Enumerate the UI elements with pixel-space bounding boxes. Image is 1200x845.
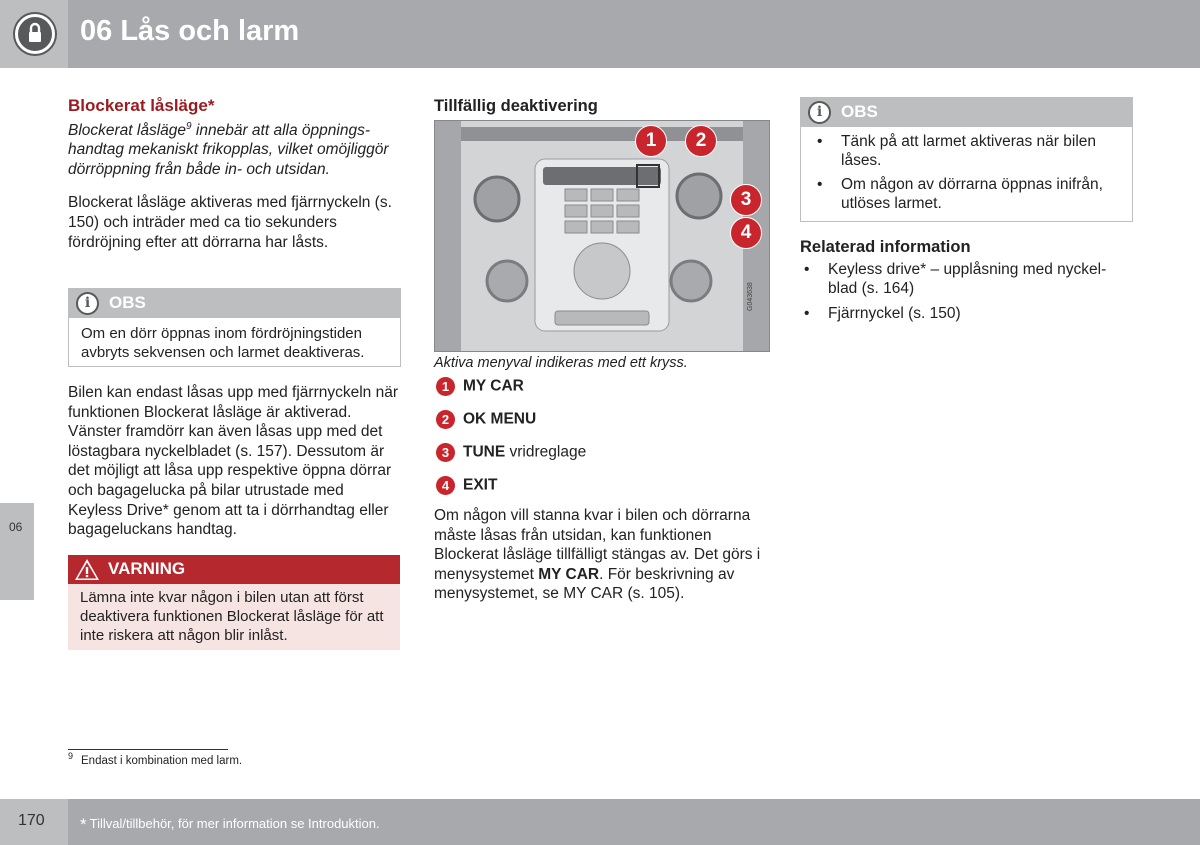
obs-title: OBS: [841, 102, 878, 121]
obs-list-item: • Om någon av dörrarna öppnas inifrån, utlöses larmet.: [813, 175, 1120, 213]
page-title: 06 Lås och larm: [80, 15, 300, 47]
footnote-rule: [68, 749, 228, 750]
list-item: [436, 377, 524, 396]
obs-text: Om en dörr öppnas inom fördröjningstiden avbryts sekvensen och larmet deaktiveras.: [81, 325, 365, 361]
chapter-tab: [0, 503, 34, 600]
section-heading: Blockerat låsläge*: [68, 96, 215, 115]
callout-3: 3: [730, 184, 762, 216]
related-heading: Relaterad information: [800, 238, 971, 256]
paragraph-temporary: [434, 506, 768, 604]
intro-rest: innebär att alla öppningshandtag mekaniskt frikopplas, vilket omöjliggör dörröppning från både in- och utsidan.: [68, 121, 389, 178]
list-item: [436, 410, 536, 429]
paragraph-unlock: Bilen kan endast låsas upp med fjärrnyckeln när funktionen Blockerat låsläge är aktiverad. Vänster framdörr kan även låsas upp med det löstagbara nyckelbladet (s. 157). Dessutom är det möjligt att låsa upp respektive öppna dörrar och bagagelucka på bilar utrustade med Keyless Drive* genom att ta i dörrhandtag eller bagageluckans handtag.: [68, 384, 398, 539]
page-number: 170: [18, 812, 45, 829]
header-icon-cell: [0, 0, 68, 68]
section-heading-temporary: Tillfällig deaktivering: [434, 97, 598, 115]
callout-4: 4: [730, 217, 762, 249]
footnote-text: Endast i kombination med larm.: [81, 755, 243, 767]
paragraph-text-a: Om någon vill stanna kvar i bilen och dörrarna måste låsas från utsidan, kan funktionen Blockerat låsläge tillfälligt stängas av. Det görs i menysystemet: [434, 507, 761, 583]
paragraph-text-b: . För beskrivning av menysystemet, se MY CAR (s. 105).: [434, 565, 735, 603]
center-console-illustration: [434, 120, 770, 352]
item-label: OK MENU: [463, 410, 537, 428]
number-badge: 4: [436, 476, 455, 495]
page-footer: [0, 799, 1200, 845]
warning-header: [68, 555, 400, 584]
obs-title: OBS: [109, 293, 146, 312]
item-text: vridreglage: [505, 443, 587, 461]
intro-paragraph: [68, 121, 400, 180]
paragraph-activation: Blockerat låsläge aktiveras med fjärrnyckeln (s. 150) och inträder med ca tio sekunders fördröjning efter att dörrarna har låsts.: [68, 194, 392, 251]
warning-triangle-icon: [74, 558, 100, 581]
paragraph-bold: MY CAR: [538, 565, 600, 583]
warning-text: Lämna inte kvar någon i bilen utan att först deaktivera funktionen Blockerat låsläge för att inte riskera att någon blir inlåst.: [80, 589, 384, 644]
number-badge: 2: [436, 410, 455, 429]
lock-icon: [15, 14, 55, 54]
page-number-cell: [0, 799, 68, 845]
item-label: TUNE: [463, 443, 506, 461]
footnote-ref: 9: [186, 120, 192, 132]
number-badge: 1: [436, 377, 455, 396]
figure-caption: Aktiva menyval indikeras med ett kryss.: [434, 355, 688, 371]
chapter-tab-label: 06: [9, 520, 23, 534]
callout-2: 2: [685, 125, 717, 157]
warning-title: VARNING: [108, 559, 186, 578]
footnote: [68, 751, 243, 767]
info-icon: i: [76, 292, 99, 315]
console-drawing: [435, 121, 769, 351]
intro-term: Blockerat låsläge: [68, 121, 187, 139]
related-section: [800, 238, 1130, 328]
related-link[interactable]: • Keyless drive* – upplåsning med nyckelblad (s. 164): [800, 260, 1130, 299]
obs-list-container: [801, 127, 1132, 226]
footer-note: [80, 813, 380, 833]
obs-box-alarm: [800, 97, 1133, 222]
list-item: [436, 443, 586, 462]
related-link[interactable]: • Fjärrnyckel (s. 150): [800, 304, 1130, 324]
asterisk: *: [80, 815, 87, 834]
figure-code: G043638: [747, 282, 754, 311]
list-item: [436, 476, 497, 495]
footer-note-text: Tillval/tillbehör, för mer information se Introduktion.: [89, 816, 380, 831]
number-badge: 3: [436, 443, 455, 462]
item-label: EXIT: [463, 476, 498, 494]
footnote-number: 9: [68, 751, 74, 762]
column-2-paragraph: [434, 506, 768, 604]
page-header: [0, 0, 1200, 68]
column-1-lower: [68, 383, 400, 540]
info-icon: i: [808, 101, 831, 124]
warning-box: [68, 555, 400, 650]
obs-box: [68, 288, 401, 367]
obs-box-header: [801, 98, 1132, 127]
obs-box-header: [69, 289, 400, 318]
item-label: MY CAR: [463, 377, 524, 395]
obs-list-item: • Tänk på att larmet aktiveras när bilen låses.: [813, 132, 1120, 170]
callout-1: 1: [635, 125, 667, 157]
column-1: [68, 96, 400, 252]
